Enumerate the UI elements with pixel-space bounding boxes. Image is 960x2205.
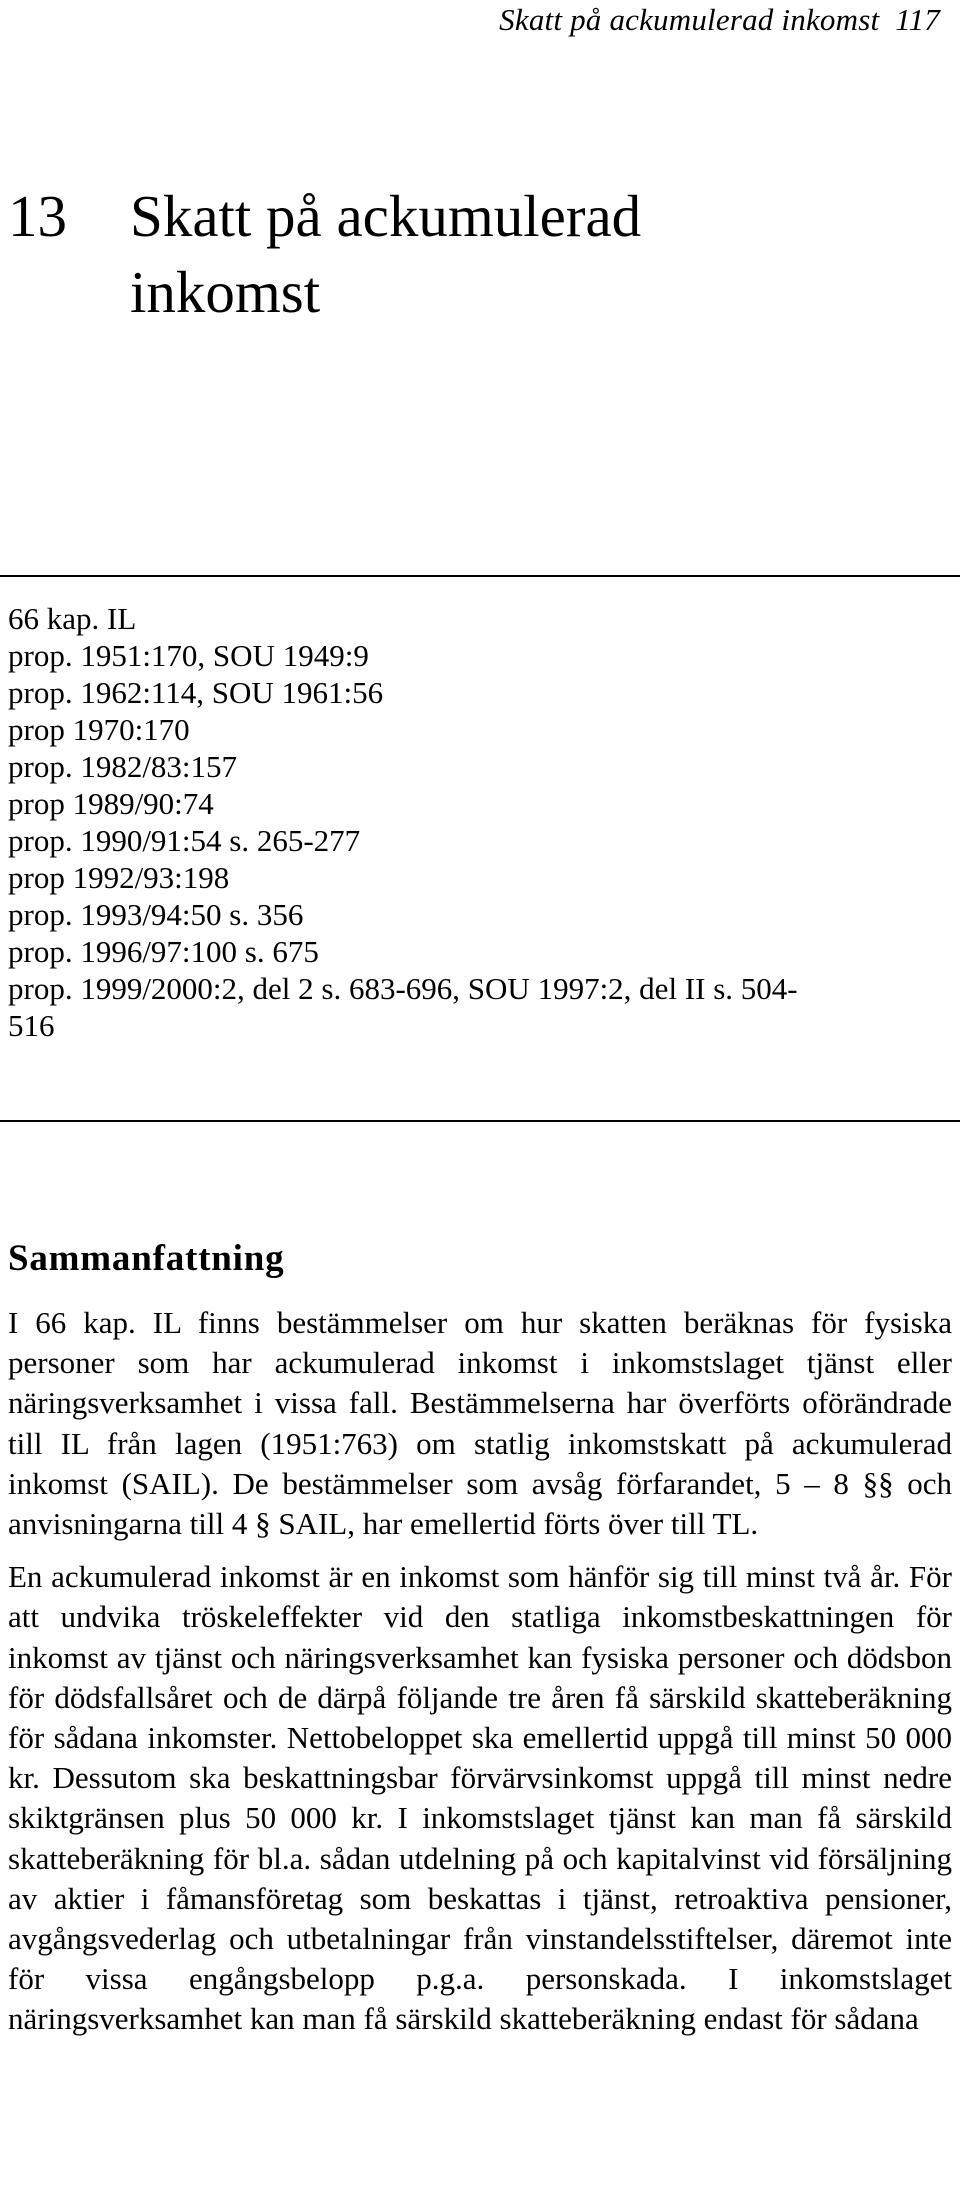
chapter-title-line-1: Skatt på ackumulerad xyxy=(130,183,642,249)
reference-item: prop. 1996/97:100 s. 675 xyxy=(8,934,319,969)
references-top-divider xyxy=(0,575,960,577)
body-paragraph: I 66 kap. IL finns bestämmelser om hur skatten beräknas för fysiska personer som har ackumulerad inkomst i inkomstslaget tjänst eller näringsverksamhet i vissa fall. Bestämmelserna har överförts oförändrade till IL från lagen (1951:763) om statlig inkomstskatt på ackumulerad inkomst (SAIL). De bestämmelser som avsåg förfarandet, 5 – 8 §§ och anvisningarna till 4 § SAIL, har emellertid förts över till TL. xyxy=(8,1305,952,1542)
page-number: 117 xyxy=(895,2,940,37)
reference-item: 66 kap. IL xyxy=(8,601,137,636)
reference-item: prop. 1993/94:50 s. 356 xyxy=(8,897,304,932)
reference-item: prop. 1962:114, SOU 1961:56 xyxy=(8,675,384,710)
chapter-number: 13 xyxy=(8,183,67,249)
reference-item: prop. 1982/83:157 xyxy=(8,749,238,784)
reference-item: prop. 1951:170, SOU 1949:9 xyxy=(8,638,369,673)
section-heading: Sammanfattning xyxy=(8,1238,285,1279)
body-paragraph: En ackumulerad inkomst är en inkomst som hänför sig till minst två år. För att undvika tröskeleffekter vid den statliga inkomstbeskattningen för inkomst av tjänst och näringsverksamhet kan fysiska personer och dödsbon för dödsfallsåret och de därpå följande tre åren få särskild skatteberäkning för sådana inkomster. Nettobeloppet ska emellertid uppgå till minst 50 000 kr. Dessutom ska beskattningsbar förvärvsinkomst uppgå till minst nedre skiktgränsen plus 50 000 kr. I inkomstslaget tjänst kan man få särskild skatteberäkning för bl.a. sådan utdelning på och kapitalvinst vid försäljning av aktier i fåmansföretag som beskattas i tjänst, retroaktiva pensioner, avgångsvederlag och utbetalningar från vinstandelsstiftelser, däremot inte för vissa engångsbelopp p.g.a. personskada. I inkomstslaget näringsverksamhet kan man få särskild skatteberäkning endast för sådana xyxy=(8,1559,952,2037)
reference-item: 516 xyxy=(8,1008,55,1043)
reference-item: prop 1992/93:198 xyxy=(8,860,230,895)
references-bottom-divider xyxy=(0,1120,960,1122)
reference-item: prop. 1990/91:54 s. 265-277 xyxy=(8,823,361,858)
references-list xyxy=(8,600,958,1044)
running-title: Skatt på ackumulerad inkomst xyxy=(499,2,880,37)
chapter-title-line-2: inkomst xyxy=(130,259,321,325)
body-text xyxy=(8,1303,952,2053)
reference-item: prop. 1999/2000:2, del 2 s. 683-696, SOU 1997:2, del II s. 504- xyxy=(8,971,798,1006)
chapter-title xyxy=(8,178,908,330)
running-header xyxy=(499,2,940,38)
reference-item: prop 1970:170 xyxy=(8,712,190,747)
reference-item: prop 1989/90:74 xyxy=(8,786,214,821)
